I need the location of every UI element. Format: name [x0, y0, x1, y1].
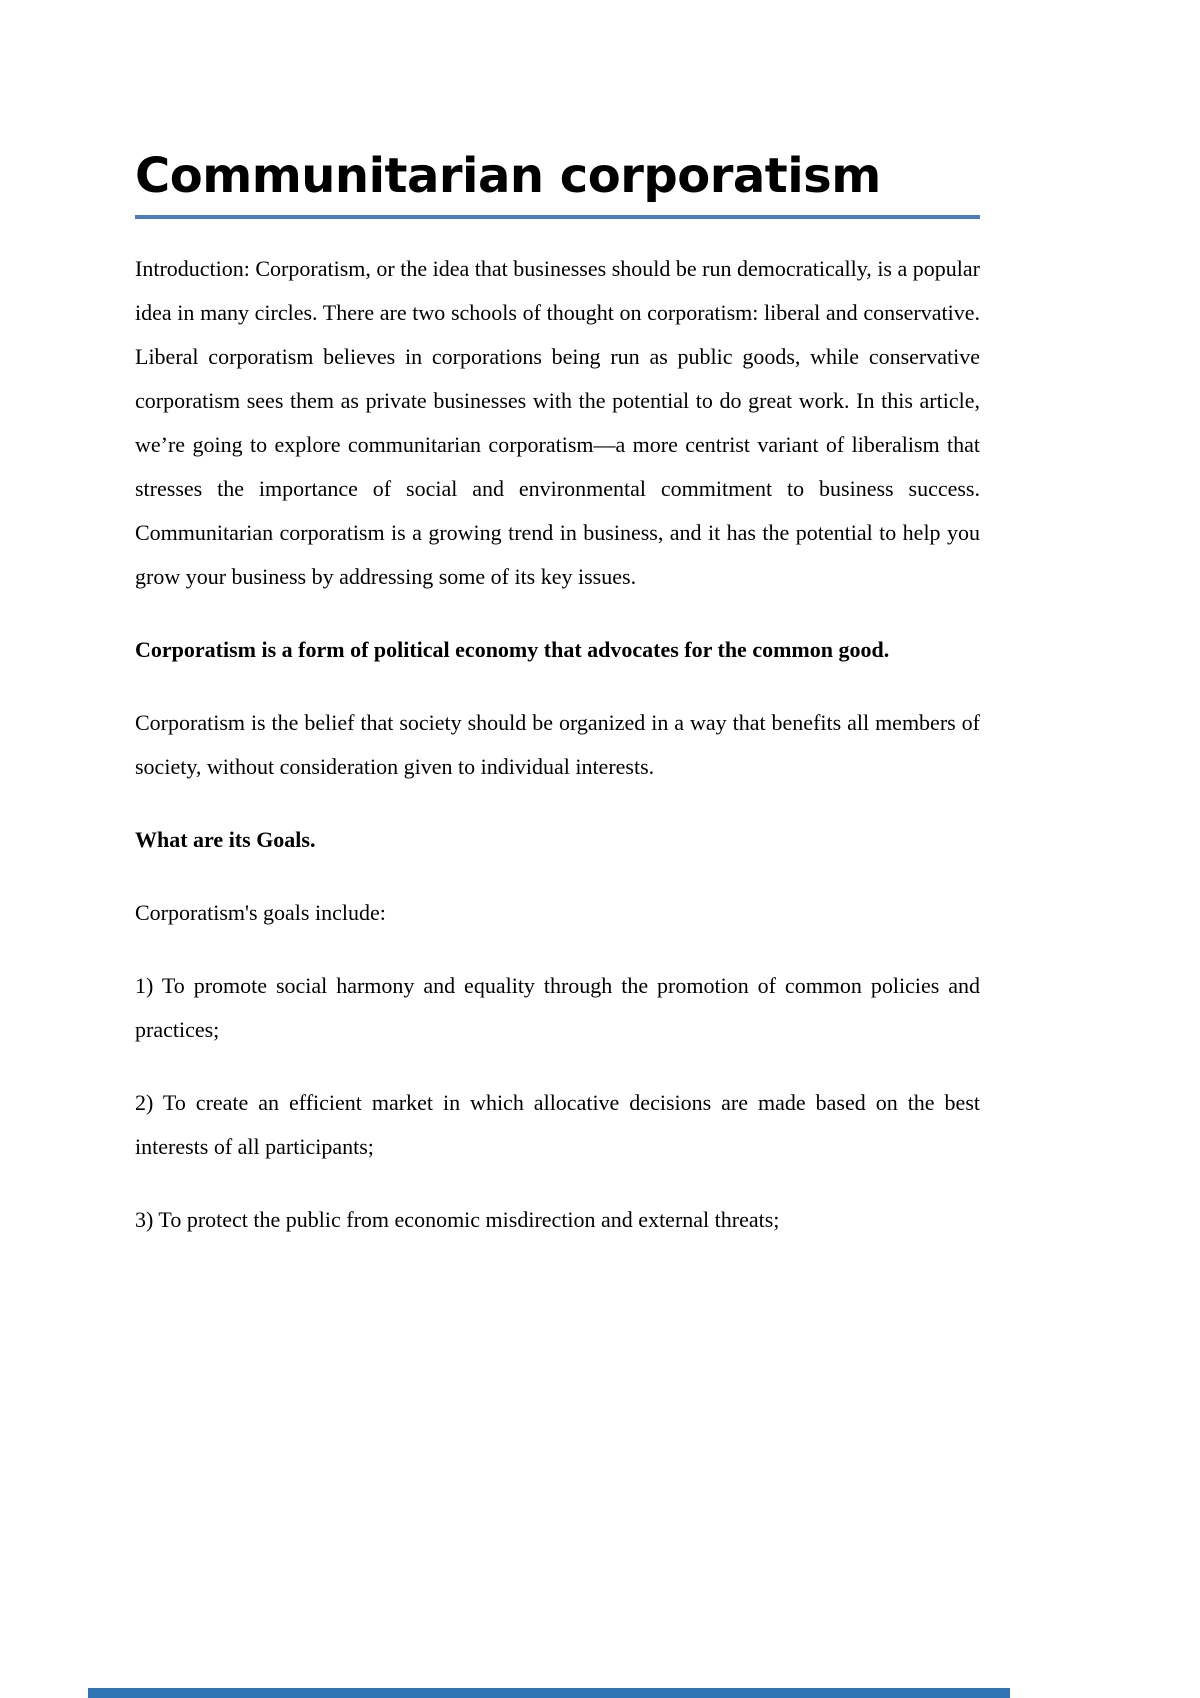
- goals-heading: What are its Goals.: [135, 826, 316, 852]
- document-content: [135, 150, 980, 1271]
- goal-item-1: 1) To promote social harmony and equality through the promotion of common policies and practices;: [135, 972, 980, 1042]
- goals-intro: Corporatism's goals include:: [135, 899, 386, 925]
- thesis-paragraph: Corporatism is a form of political economy that advocates for the common good.: [135, 636, 890, 662]
- definition-paragraph: Corporatism is the belief that society should be organized in a way that benefits all members of society, without consideration given to individual interests.: [135, 709, 980, 779]
- page-title: Communitarian corporatism: [135, 150, 980, 219]
- next-page-top-bar: [88, 1688, 1010, 1698]
- goal-item-2: 2) To create an efficient market in which allocative decisions are made based on the best interests of all participants;: [135, 1089, 980, 1159]
- intro-paragraph: Introduction: Corporatism, or the idea that businesses should be run democratically, is a popular idea in many circles. There are two schools of thought on corporatism: liberal and conservative. Liberal corporatism believes in corporations being run as public goods, while conservative corporatism sees them as private businesses with the potential to do great work. In this article, we’re going to explore communitarian corporatism—a more centrist variant of liberalism that stresses the importance of social and environmental commitment to business success. Communitarian corporatism is a growing trend in business, and it has the potential to help you grow your business by addressing some of its key issues.: [135, 255, 980, 589]
- goal-item-3: 3) To protect the public from economic misdirection and external threats;: [135, 1206, 780, 1232]
